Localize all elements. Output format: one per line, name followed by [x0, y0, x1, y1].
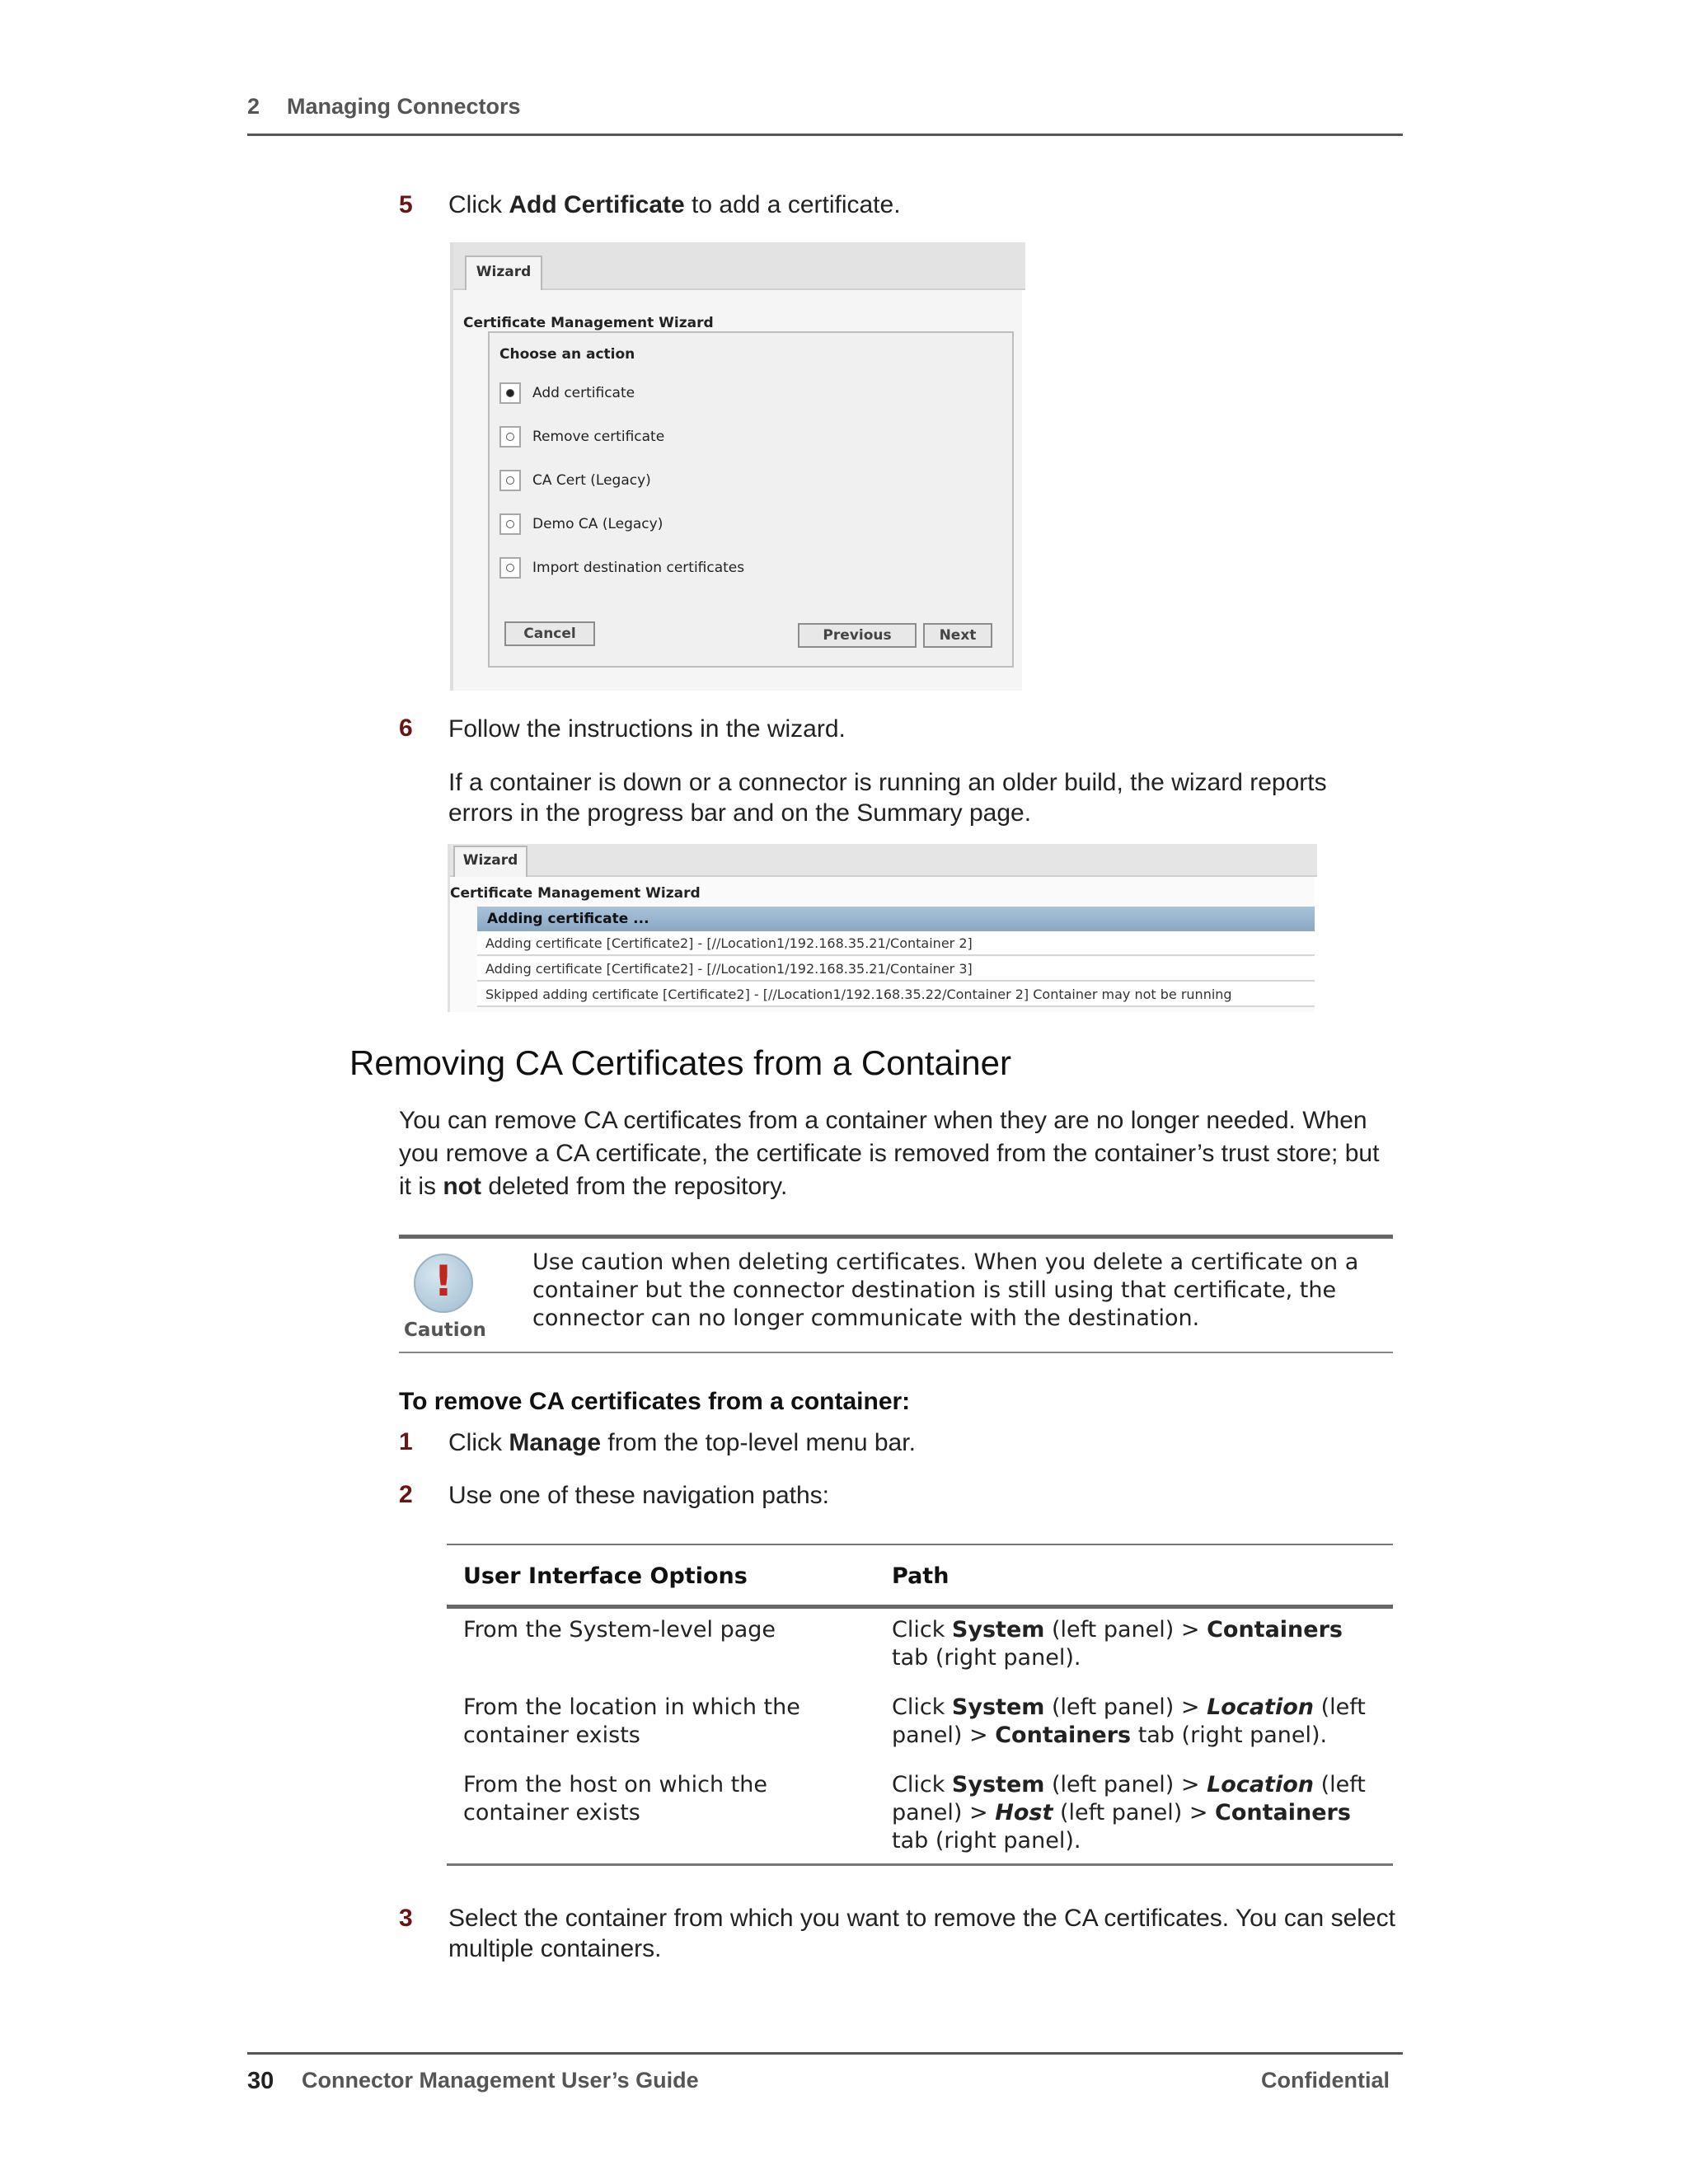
- step-3-number: 3: [399, 1905, 413, 1932]
- section-heading: Removing CA Certificates from a Container: [349, 1043, 1011, 1082]
- step-2-text: Use one of these navigation paths:: [448, 1482, 829, 1509]
- wizard-title: Certificate Management Wizard: [450, 885, 701, 902]
- progress-row: Adding certificate [Certificate2] - [//Location1/192.168.35.21/Container 2]: [477, 931, 1315, 956]
- page-header: [247, 92, 1403, 136]
- confidential-label: Confidential: [1261, 2068, 1390, 2093]
- section-para-line3: it is not deleted from the repository.: [399, 1173, 788, 1200]
- caution-text: Use caution when deleting certificates. When you delete a certificate on a container but the connector destination is still using that certificate, the connector can no longer communicate with the destination.: [532, 1249, 1359, 1331]
- caution-icon: !: [414, 1254, 473, 1313]
- choose-action-panel: Choose an action Add certificate Remove certificate CA Cert (Legacy) Demo CA (Legacy) Import destination certificates Cancel Previous Next: [488, 331, 1014, 668]
- radio-import-destination-certificates[interactable]: [499, 557, 521, 579]
- table-row-1-path: Click System (left panel) > Containers tab (right panel).: [892, 1617, 1343, 1671]
- table-header-path: Path: [892, 1563, 950, 1589]
- section-para-line2: you remove a CA certificate, the certificate is removed from the container’s trust store; but: [399, 1140, 1380, 1167]
- radio-demo-ca-legacy[interactable]: [499, 513, 521, 535]
- table-row-3-option: From the host on which the container exists: [463, 1772, 767, 1825]
- progress-row: Skipped adding certificate [Certificate2] - [//Location1/192.168.35.22/Container 2] Container may not be running: [477, 982, 1315, 1007]
- step-3-line1: Select the container from which you want to remove the CA certificates. You can select: [448, 1905, 1395, 1932]
- wizard-title: Certificate Management Wizard: [463, 315, 714, 331]
- step-2-number: 2: [399, 1481, 413, 1508]
- step-6-text: Follow the instructions in the wizard.: [448, 715, 846, 743]
- step-1-number: 1: [399, 1428, 413, 1455]
- section-para-line1: You can remove CA certificates from a container when they are no longer needed. When: [399, 1107, 1367, 1134]
- previous-button[interactable]: Previous: [798, 623, 917, 648]
- table-row-3-path: Click System (left panel) > Location (left panel) > Host (left panel) > Containers tab (right panel).: [892, 1772, 1366, 1854]
- step-6-number: 6: [399, 715, 413, 742]
- caution-note: [399, 1235, 1393, 1353]
- wizard-tab-bar: [450, 844, 1317, 877]
- wizard-tab-bar: [453, 242, 1025, 290]
- radio-remove-certificate[interactable]: [499, 426, 521, 448]
- step-5-number: 5: [399, 191, 413, 218]
- navigation-paths-table: [447, 1544, 1393, 1866]
- page-number: 30: [247, 2068, 274, 2094]
- cancel-button[interactable]: Cancel: [504, 621, 595, 646]
- step-1-text: Click Manage from the top-level menu bar.: [448, 1429, 916, 1456]
- wizard-screenshot-choose-action: [450, 242, 1022, 691]
- wizard-screenshot-progress: [448, 844, 1315, 1012]
- wizard-tab[interactable]: Wizard: [453, 846, 528, 877]
- radio-ca-cert-legacy[interactable]: [499, 470, 521, 491]
- choose-action-label: Choose an action: [499, 346, 635, 363]
- progress-header: Adding certificate ...: [477, 907, 1315, 931]
- table-header-options: User Interface Options: [463, 1563, 748, 1589]
- step-6-note-line2: errors in the progress bar and on the Summary page.: [448, 799, 1032, 827]
- next-button[interactable]: Next: [923, 623, 992, 648]
- table-row-2-path: Click System (left panel) > Location (left panel) > Containers tab (right panel).: [892, 1694, 1366, 1748]
- step-6-note-line1: If a container is down or a connector is running an older build, the wizard reports: [448, 769, 1327, 796]
- page-footer: [247, 2052, 1403, 2096]
- table-row-2-option: From the location in which the container exists: [463, 1694, 800, 1748]
- radio-add-certificate[interactable]: [499, 382, 521, 404]
- wizard-tab[interactable]: Wizard: [465, 255, 542, 290]
- table-row-1-option: From the System-level page: [463, 1617, 776, 1643]
- step-3-line2: multiple containers.: [448, 1935, 662, 1962]
- guide-title: Connector Management User’s Guide: [302, 2068, 699, 2093]
- chapter-number: 2: [247, 94, 260, 119]
- step-5-text: Click Add Certificate to add a certificate.: [448, 191, 901, 218]
- caution-label: Caution: [404, 1319, 486, 1341]
- procedure-title: To remove CA certificates from a container:: [399, 1388, 911, 1415]
- progress-row: Adding certificate [Certificate2] - [//Location1/192.168.35.21/Container 3]: [477, 957, 1315, 982]
- chapter-title: Managing Connectors: [287, 94, 521, 119]
